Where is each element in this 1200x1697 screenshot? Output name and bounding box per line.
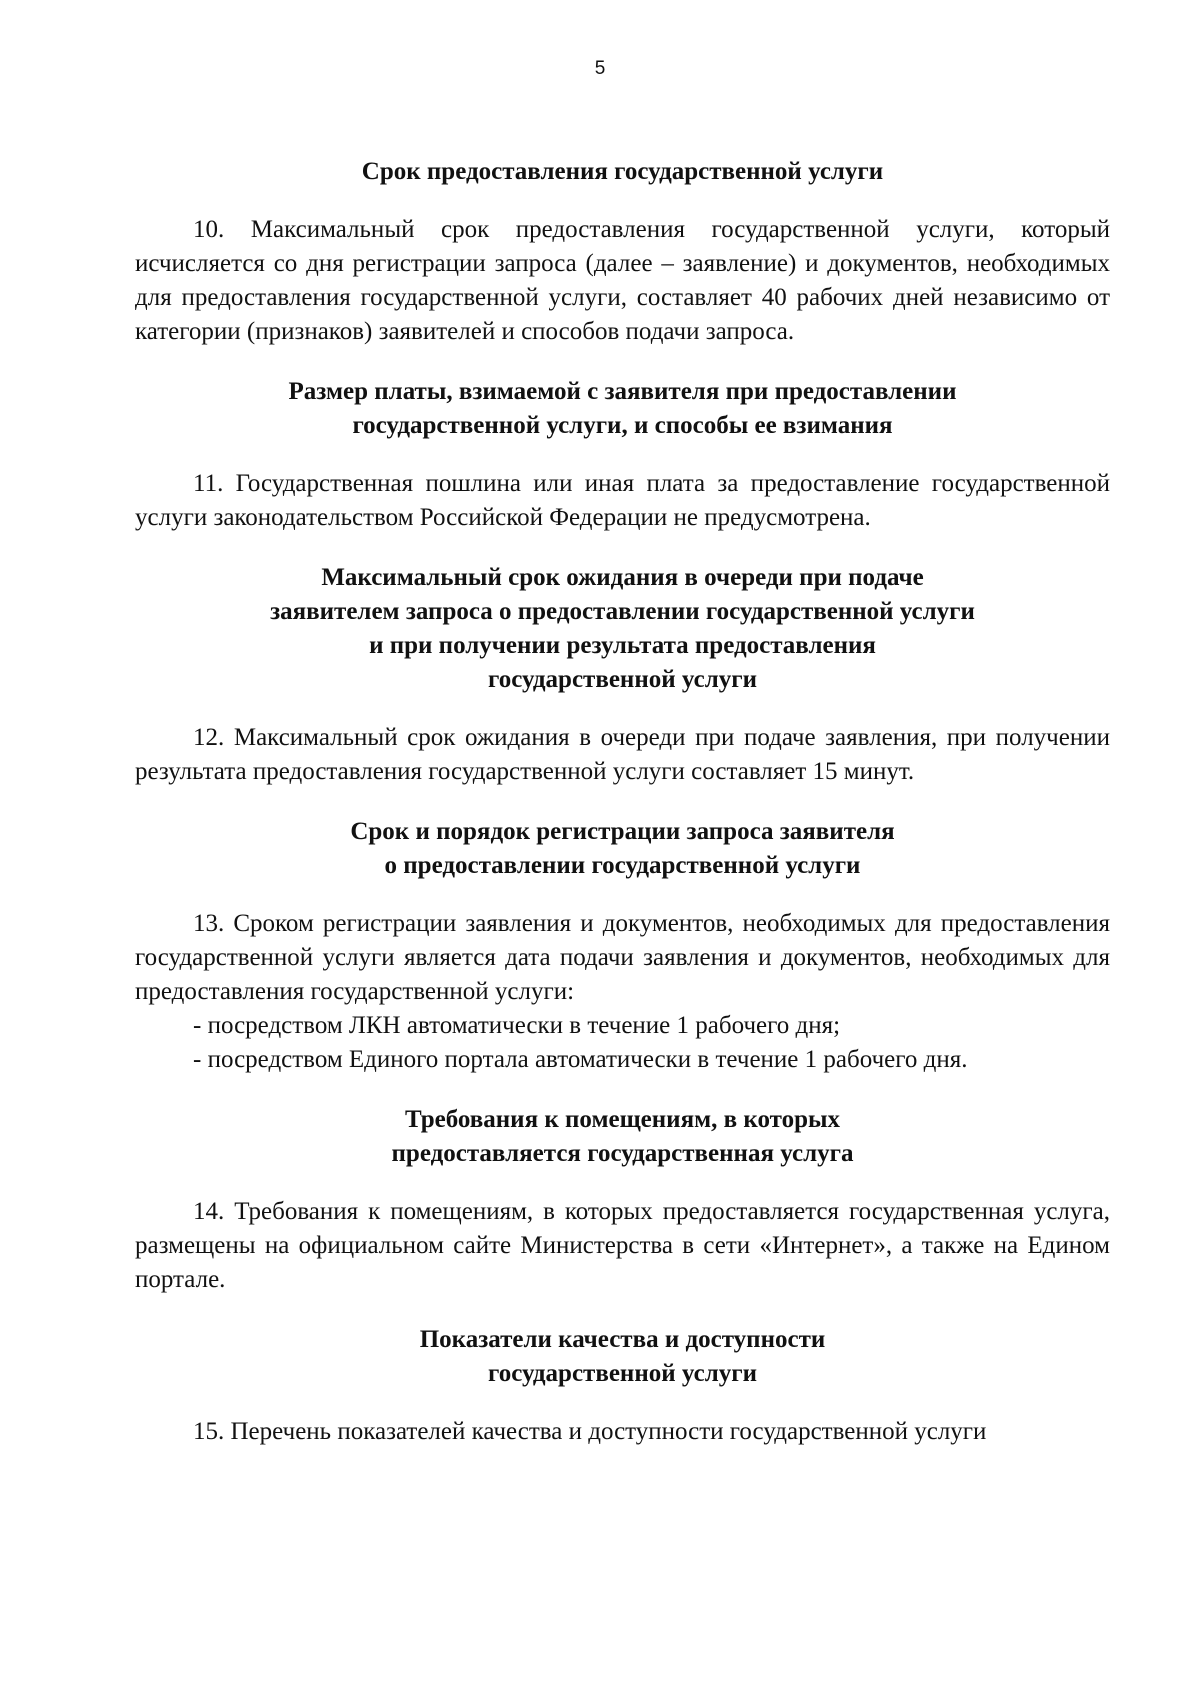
- page-number: 5: [594, 58, 606, 79]
- section-heading: [135, 155, 1110, 189]
- section-heading: [135, 561, 1110, 697]
- section-registration: [135, 815, 1110, 1077]
- heading-line: о предоставлении государственной услуги: [384, 852, 861, 879]
- heading-line: и при получении результата предоставления: [369, 632, 876, 659]
- paragraph-15: 15. Перечень показателей качества и доступности государственной услуги: [193, 1418, 987, 1445]
- section-heading: [135, 815, 1110, 883]
- heading-line: Максимальный срок ожидания в очереди при подаче: [321, 564, 924, 591]
- heading-line: Размер платы, взимаемой с заявителя при предоставлении: [288, 378, 957, 405]
- section-quality-indicators: [135, 1323, 1110, 1449]
- paragraph-13: 13. Сроком регистрации заявления и документов, необходимых для предоставления государственной услуги является дата подачи заявления и документов, необходимых для предоставления государственной услуги:: [135, 910, 1110, 1005]
- list-item: - посредством ЛКН автоматически в течение 1 рабочего дня;: [193, 1012, 841, 1039]
- heading-line: государственной услуги: [487, 1360, 758, 1387]
- paragraph-10: 10. Максимальный срок предоставления государственной услуги, который исчисляется со дня регистрации запроса (далее – заявление) и документов, необходимых для предоставления государственной услуги, составляет 40 рабочих дней независимо от категории (признаков) заявителей и способов подачи запроса.: [135, 216, 1110, 345]
- heading-line: государственной услуги: [487, 666, 758, 693]
- heading-line: предоставляется государственная услуга: [391, 1140, 854, 1167]
- section-premises: [135, 1103, 1110, 1297]
- heading-line: Срок предоставления государственной услуги: [361, 158, 884, 185]
- section-heading: [135, 1103, 1110, 1171]
- heading-line: Показатели качества и доступности: [419, 1326, 826, 1353]
- section-heading: [135, 1323, 1110, 1391]
- heading-line: Требования к помещениям, в которых: [405, 1106, 840, 1133]
- section-queue-time: [135, 561, 1110, 789]
- list-item: - посредством Единого портала автоматически в течение 1 рабочего дня.: [193, 1046, 968, 1073]
- heading-line: государственной услуги, и способы ее взимания: [352, 412, 893, 439]
- paragraph-14: 14. Требования к помещениям, в которых предоставляется государственная услуга, размещены на официальном сайте Министерства в сети «Интернет», а также на Едином портале.: [135, 1198, 1110, 1293]
- heading-line: заявителем запроса о предоставлении государственной услуги: [270, 598, 975, 625]
- paragraph-11: 11. Государственная пошлина или иная плата за предоставление государственной услуги законодательством Российской Федерации не предусмотрена.: [135, 470, 1110, 531]
- paragraph-12: 12. Максимальный срок ожидания в очереди при подаче заявления, при получении результата предоставления государственной услуги составляет 15 минут.: [135, 724, 1110, 785]
- heading-line: Срок и порядок регистрации запроса заявителя: [350, 818, 895, 845]
- section-service-term: [135, 155, 1110, 349]
- section-heading: [135, 375, 1110, 443]
- section-fee: [135, 375, 1110, 535]
- document-body: [135, 155, 1110, 1449]
